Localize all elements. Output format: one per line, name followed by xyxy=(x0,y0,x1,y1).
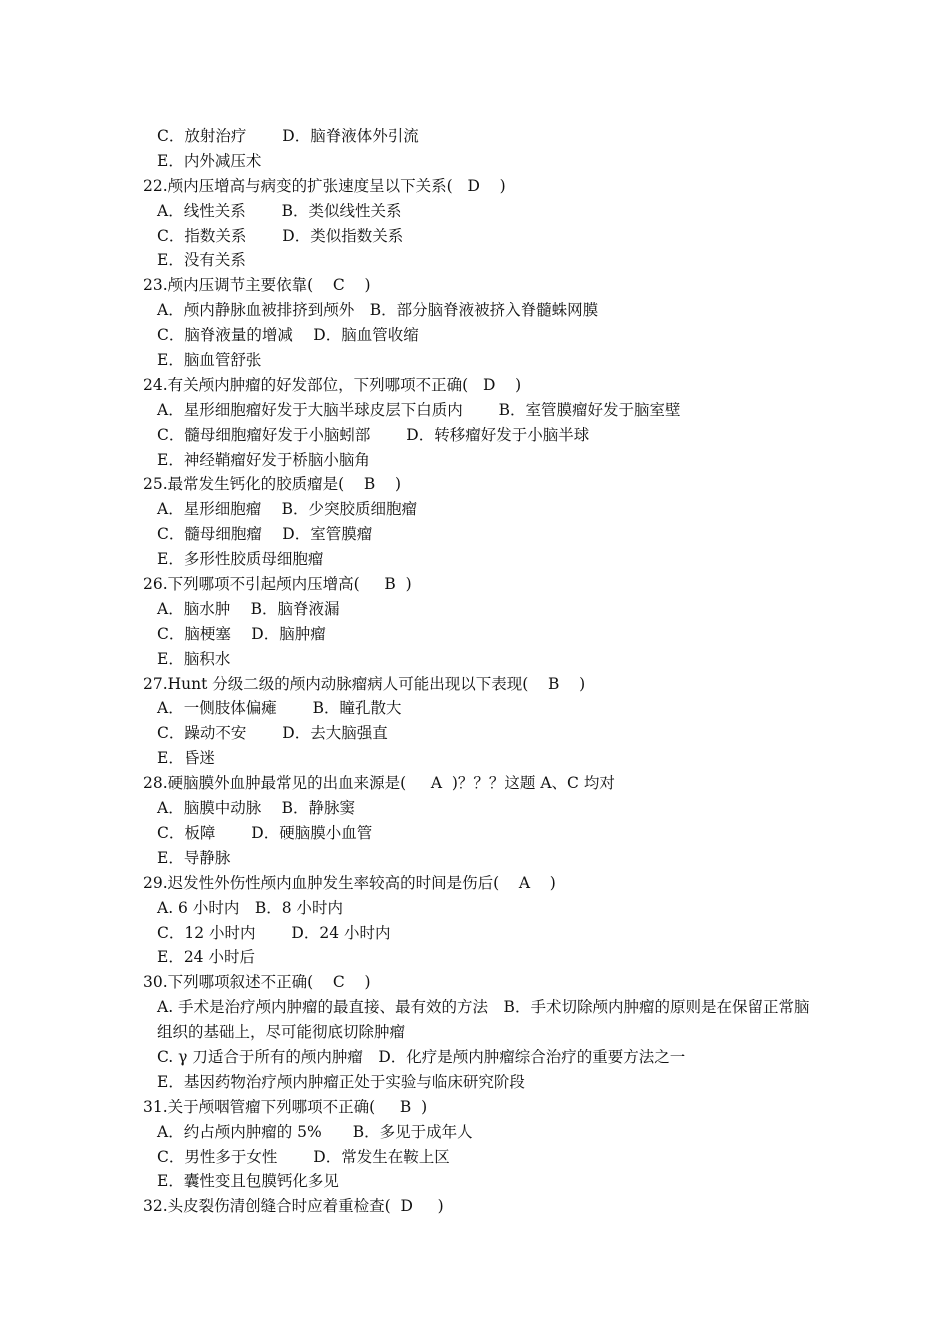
option-line: C．男性多于女性 D．常发生在鞍上区 xyxy=(157,1147,450,1166)
question-32: 32.头皮裂伤清创缝合时应着重检查( D ) xyxy=(143,1197,444,1216)
option-line: E．昏迷 xyxy=(157,749,215,768)
option-line: A．星形细胞瘤好发于大脑半球皮层下白质内 B．室管膜瘤好发于脑室壁 xyxy=(157,400,681,419)
option-line: A. 6 小时内 B．8 小时内 xyxy=(157,898,344,917)
option-line: A．脑膜中动脉 B．静脉窦 xyxy=(157,799,356,818)
option-line: A．颅内静脉血被排挤到颅外 B．部分脑脊液被挤入脊髓蛛网膜 xyxy=(157,301,599,320)
option-line: E．神经鞘瘤好发于桥脑小脑角 xyxy=(157,450,370,469)
option-line: C．髓母细胞瘤好发于小脑蚓部 D．转移瘤好发于小脑半球 xyxy=(157,425,590,444)
question-list xyxy=(143,124,823,1219)
question-24: 24.有关颅内肿瘤的好发部位，下列哪项不正确( D ) xyxy=(143,375,522,394)
question-30: 30.下列哪项叙述不正确( C ) xyxy=(143,973,371,992)
option-line: E．囊性变且包膜钙化多见 xyxy=(157,1172,339,1191)
question-25: 25.最常发生钙化的胶质瘤是( B ) xyxy=(143,475,402,494)
option-line: C. γ 刀适合于所有的颅内肿瘤 D．化疗是颅内肿瘤综合治疗的重要方法之一 xyxy=(157,1047,686,1066)
option-line: C．板障 D．硬脑膜小血管 xyxy=(157,823,373,842)
question-31: 31.关于颅咽管瘤下列哪项不正确( B ) xyxy=(143,1097,428,1116)
option-line: C．脑脊液量的增减 D．脑血管收缩 xyxy=(157,326,419,345)
option-line: A．约占颅内肿瘤的 5% B．多见于成年人 xyxy=(157,1122,473,1141)
question-27: 27.Hunt 分级二级的颅内动脉瘤病人可能出现以下表现( B ) xyxy=(143,674,586,693)
option-line: C．脑梗塞 D．脑肿瘤 xyxy=(157,624,326,643)
option-line: E．内外减压术 xyxy=(157,151,262,170)
option-line: E．24 小时后 xyxy=(157,948,255,967)
question-26: 26.下列哪项不引起颅内压增高( B ) xyxy=(143,575,412,594)
option-line: E．没有关系 xyxy=(157,251,246,270)
option-line: C．放射治疗 D．脑脊液体外引流 xyxy=(157,127,419,145)
question-29: 29.迟发性外伤性颅内血肿发生率较高的时间是伤后( A ) xyxy=(143,873,556,892)
option-line: E．多形性胶质母细胞瘤 xyxy=(157,550,324,569)
option-line: A．线性关系 B．类似线性关系 xyxy=(157,201,402,220)
option-line: E．导静脉 xyxy=(157,848,231,867)
question-23: 23.颅内压调节主要依靠( C ) xyxy=(143,276,371,295)
option-line: C．躁动不安 D．去大脑强直 xyxy=(157,724,388,743)
option-line: C．髓母细胞瘤 D．室管膜瘤 xyxy=(157,525,373,544)
option-line: E．脑积水 xyxy=(157,649,231,668)
question-28: 28.硬脑膜外血肿最常见的出血来源是( A )？？？这题 A、C 均对 xyxy=(143,774,615,793)
option-line: E．脑血管舒张 xyxy=(157,351,262,370)
option-line: A．星形细胞瘤 B．少突胶质细胞瘤 xyxy=(157,500,418,519)
option-line: A．一侧肢体偏瘫 B．瞳孔散大 xyxy=(157,699,402,718)
option-line-wrapped: A. 手术是治疗颅内肿瘤的最直接、最有效的方法 B．手术切除颅内肿瘤的原则是在保留正常脑组织的基础上，尽可能彻底切除肿瘤 xyxy=(157,998,810,1042)
option-line: C．12 小时内 D．24 小时内 xyxy=(157,923,391,942)
option-line: A．脑水肿 B．脑脊液漏 xyxy=(157,599,340,618)
option-line: E．基因药物治疗颅内肿瘤正处于实验与临床研究阶段 xyxy=(157,1072,525,1091)
option-line: C．指数关系 D．类似指数关系 xyxy=(157,226,404,245)
question-22: 22.颅内压增高与病变的扩张速度呈以下关系( D ) xyxy=(143,176,506,195)
